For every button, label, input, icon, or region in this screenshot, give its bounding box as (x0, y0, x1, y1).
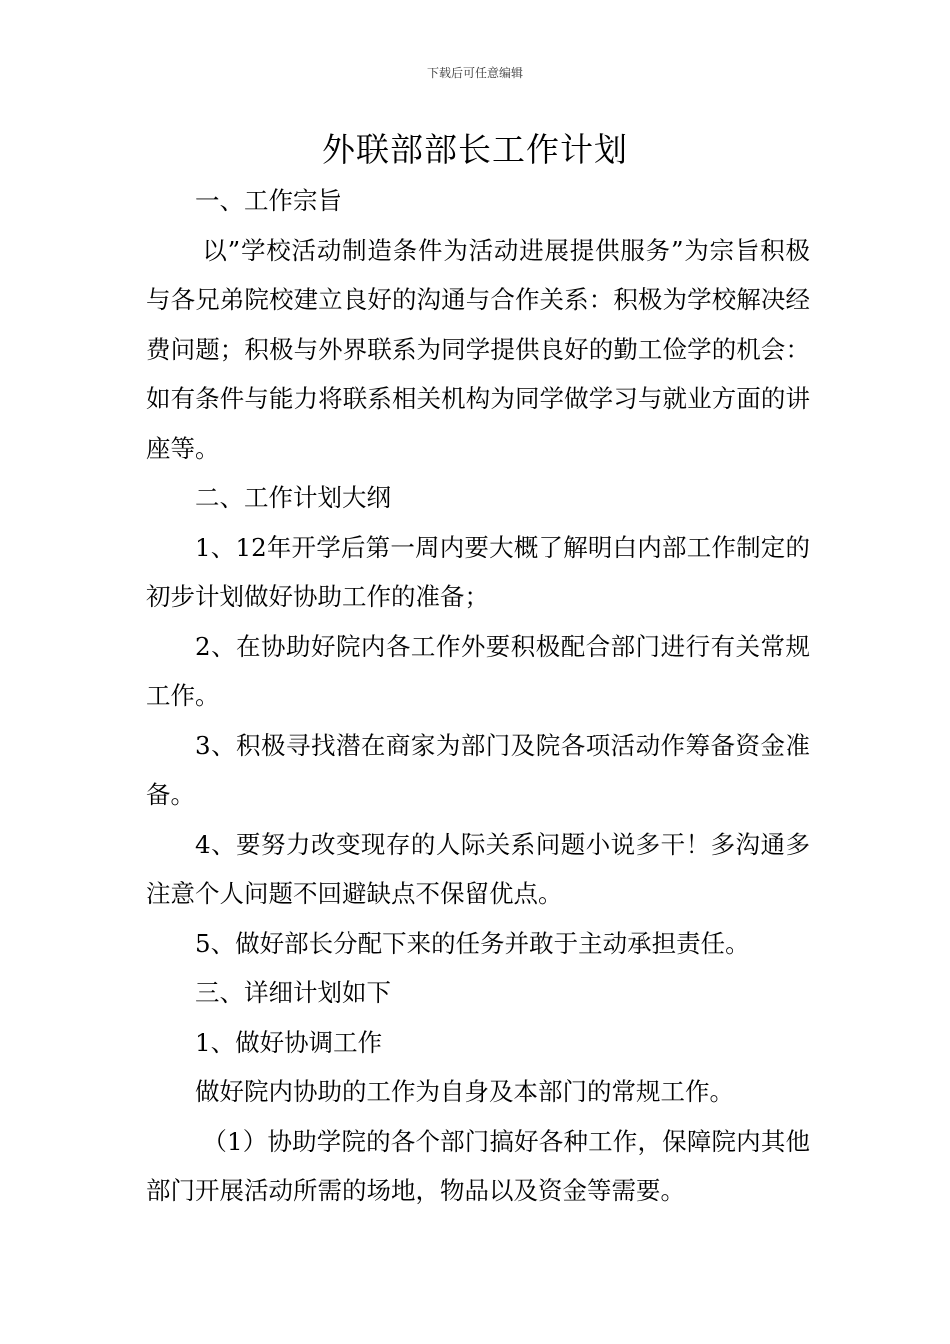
section-heading-details: 三、详细计划如下 (195, 978, 391, 1007)
outline-item-1: 1、12年开学后第一周内要大概了解明白内部工作制定的初步计划做好协助工作的准备； (146, 532, 810, 611)
paragraph-purpose: 以”学校活动制造条件为活动进展提供服务”为宗旨积极与各兄弟院校建立良好的沟通与合作关系：积极为学校解决经费问题；积极与外界联系为同学提供良好的勤工俭学的机会：如有条件与能力将联系相关机构为同学做学习与就业方面的讲座等。 (146, 235, 810, 463)
detail-subitem-1: （1）协助学院的各个部门搞好各种工作，保障院内其他部门开展活动所需的场地，物品以及资金等需要。 (146, 1126, 810, 1205)
section-heading-outline: 二、工作计划大纲 (195, 483, 391, 512)
outline-item-5: 5、做好部长分配下来的任务并敢于主动承担责任。 (195, 928, 750, 958)
header-note: 下载后可任意编辑 (426, 66, 523, 80)
section-heading-purpose: 一、工作宗旨 (195, 186, 342, 215)
outline-item-4: 4、要努力改变现存的人际关系问题小说多干！多沟通多注意个人问题不回避缺点不保留优点。 (146, 829, 810, 908)
detail-heading-1: 1、做好协调工作 (195, 1027, 383, 1057)
document-body (146, 176, 810, 1216)
outline-item-3: 3、积极寻找潜在商家为部门及院各项活动作筹备资金准备。 (146, 730, 810, 809)
document-title: 外联部部长工作计划 (322, 130, 628, 169)
outline-item-2: 2、在协助好院内各工作外要积极配合部门进行有关常规工作。 (146, 631, 810, 710)
detail-paragraph-1: 做好院内协助的工作为自身及本部门的常规工作。 (195, 1077, 734, 1106)
